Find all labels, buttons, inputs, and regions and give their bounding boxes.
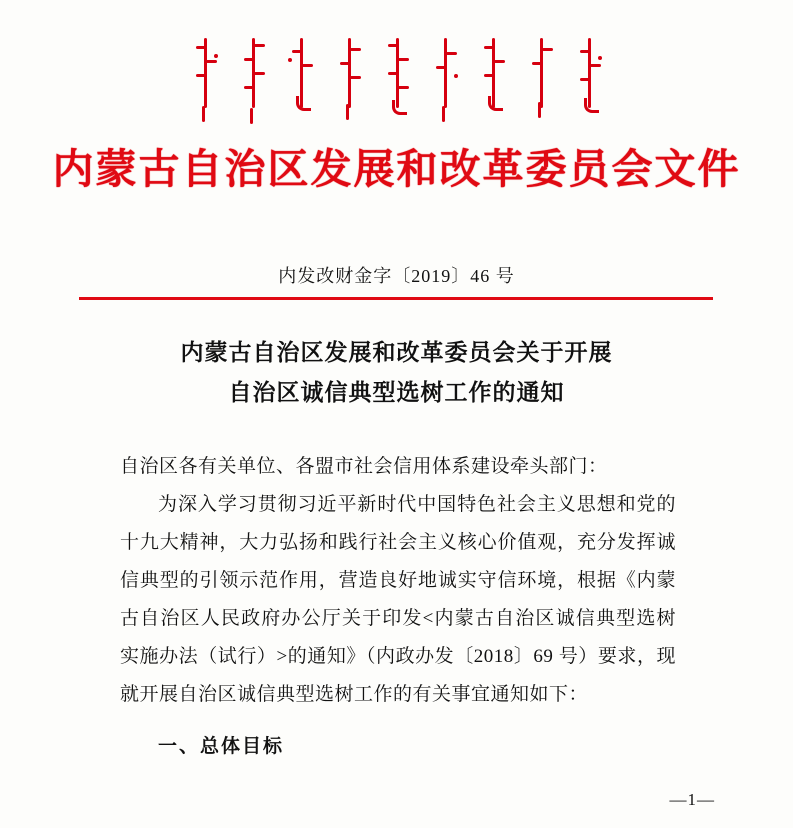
subject-line-1: 内蒙古自治区发展和改革委员会关于开展 (180, 340, 613, 365)
subject-line-2: 自治区诚信典型选树工作的通知 (228, 380, 565, 406)
mongolian-word-4 (334, 34, 364, 130)
salutation: 自治区各有关单位、各盟市社会信用体系建设牵头部门： (120, 456, 608, 477)
body-paragraph-1: 为深入学习贯彻习近平新时代中国特色社会主义思想和党的十九大精神，大力弘扬和践行社会主义核心价值观，充分发挥诚信典型的引领示范作用，营造良好地诚实守信环境，根据《内蒙古自治区人民政府办公厅关于印发<内蒙古自治区诚信典型选树实施办法（试行）>的通知》（内政办发〔2018〕69 号）要求，现就开展自治区诚信典型选树工作的有关事宜通知如下： (120, 494, 676, 705)
mongolian-word-1 (190, 34, 220, 130)
section-heading-1: 一、总体目标 (158, 736, 285, 757)
letterhead-title: 内蒙古自治区发展和改革委员会文件 (52, 146, 741, 192)
mongolian-script-header (0, 34, 793, 144)
mongolian-word-9 (574, 34, 604, 130)
document-body (120, 448, 676, 766)
mongolian-word-7 (478, 34, 508, 130)
document-number: 内发改财金字〔2019〕46 号 (278, 266, 515, 286)
mongolian-word-3 (286, 34, 316, 130)
mongolian-word-5 (382, 34, 412, 130)
mongolian-word-8 (526, 34, 556, 130)
mongolian-word-6 (430, 34, 460, 130)
mongolian-word-2 (238, 34, 268, 130)
page-number: —1— (669, 790, 715, 809)
document-subject (0, 333, 793, 414)
red-separator-rule (79, 297, 713, 300)
